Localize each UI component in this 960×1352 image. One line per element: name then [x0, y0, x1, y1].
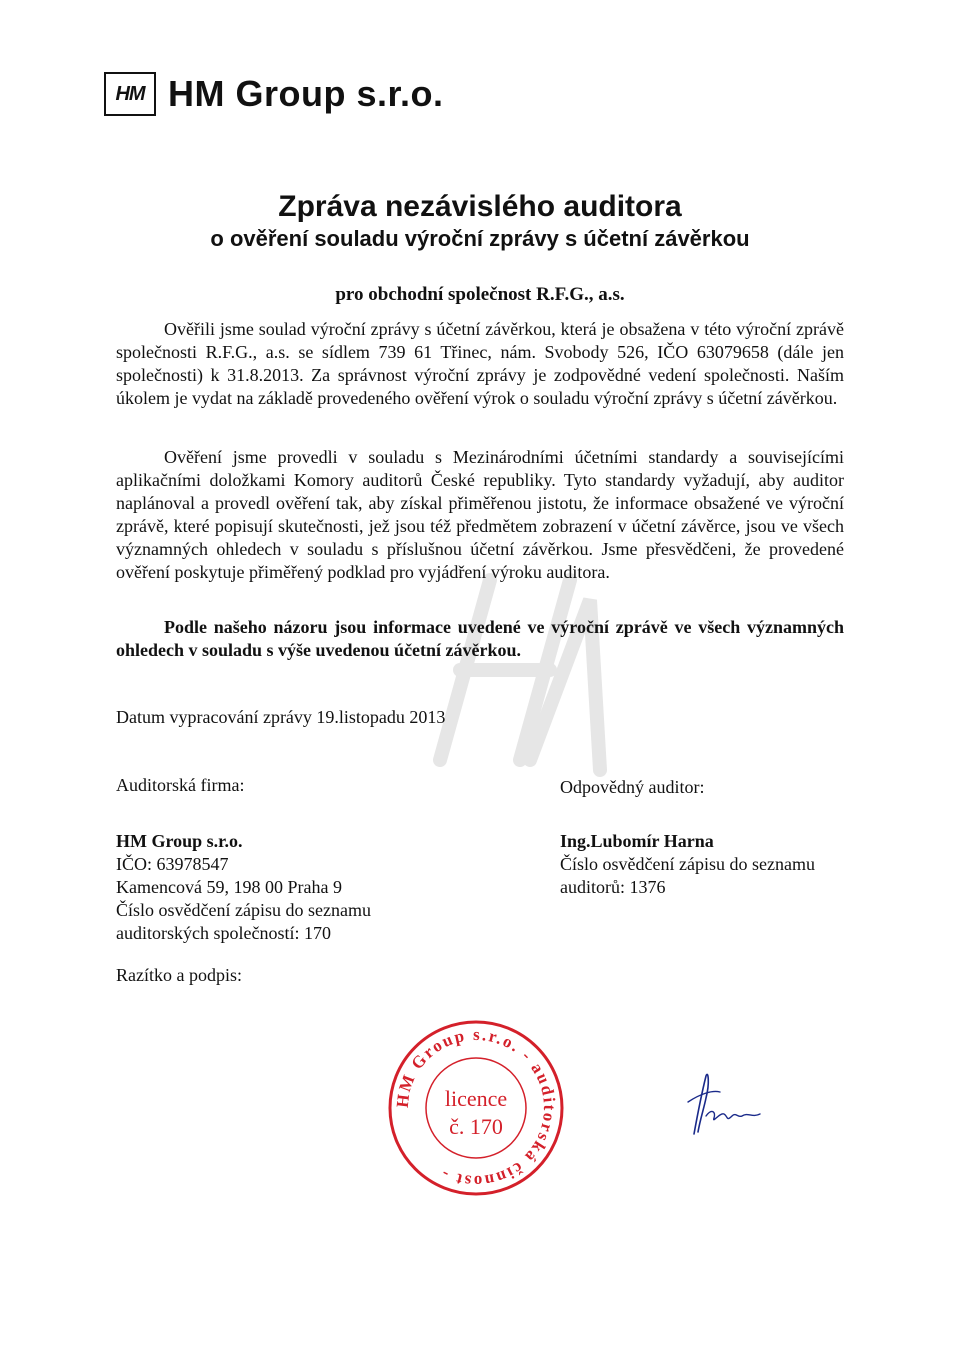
report-subtitle: o ověření souladu výroční zprávy s účetní závěrkou: [210, 226, 750, 251]
company-stamp: [386, 1018, 566, 1198]
firm-name: HM Group s.r.o.: [116, 831, 243, 851]
report-recipient: pro obchodní společnost R.F.G., a.s.: [335, 284, 625, 305]
stamp-center-line2: č. 170: [449, 1114, 503, 1139]
auditor-cert-line2: auditorů: 1376: [560, 877, 666, 897]
auditor-cert-line1: Číslo osvědčení zápisu do seznamu: [560, 854, 815, 874]
firm-details: [116, 830, 371, 945]
firm-cert-line2: auditorských společností: 170: [116, 923, 331, 943]
logo-mark: HM: [104, 72, 156, 116]
paragraph-method: Ověření jsme provedli v souladu s Mezinárodními účetními standardy a souvisejícími aplikačními doložkami Komory auditorů České republiky. Tyto standardy vyžadují, aby auditor naplánoval a provedl ověření tak, aby získal přiměřenou jistotu, že informace obsažené ve výroční zprávě, které popisují skutečnosti, jež jsou též předmětem zobrazení v účetní závěrce, jsou ve všech významných ohledech v souladu s příslušnou účetní závěrkou. Jsme přesvědčeni, že provedené ověření poskytuje přiměřený podklad pro vyjádření výroku auditora.: [116, 447, 844, 582]
report-title: Zpráva nezávislého auditora: [278, 190, 682, 223]
stamp-ring-text: HM Group s.r.o. - auditorská činnost -: [392, 1024, 560, 1192]
firm-label: Auditorská firma:: [116, 775, 245, 795]
auditor-details: [560, 830, 815, 899]
watermark-logo: [400, 560, 620, 790]
company-logo: [104, 72, 444, 116]
report-date: Datum vypracování zprávy 19.listopadu 2013: [116, 707, 446, 727]
firm-ico: IČO: 63978547: [116, 854, 229, 874]
logo-company-name: HM Group s.r.o.: [168, 73, 444, 114]
auditor-signature: [676, 1072, 766, 1142]
paragraph-scope: Ověřili jsme soulad výroční zprávy s účetní závěrkou, která je obsažena v této výroční zprávě společnosti R.F.G., a.s. se sídlem 739 61 Třinec, nám. Svobody 526, IČO 63079658 (dále jen společnosti) k 31.8.2013. Za správnost výroční zprávy je zodpovědné vedení společnosti. Naším úkolem je vydat na základě provedeného ověření výrok o souladu výroční zprávy s účetní závěrkou.: [116, 319, 844, 408]
stamp-center-line1: licence: [444, 1086, 508, 1111]
stamp-signature-label: Razítko a podpis:: [116, 965, 242, 985]
firm-cert-line1: Číslo osvědčení zápisu do seznamu: [116, 900, 371, 920]
firm-address: Kamencová 59, 198 00 Praha 9: [116, 877, 342, 897]
paragraph-opinion: Podle našeho názoru jsou informace uvedené ve výroční zprávě ve všech významných ohledech v souladu s výše uvedenou účetní závěrkou.: [116, 617, 844, 660]
auditor-label: Odpovědný auditor:: [560, 777, 705, 797]
auditor-name: Ing.Lubomír Harna: [560, 831, 714, 851]
